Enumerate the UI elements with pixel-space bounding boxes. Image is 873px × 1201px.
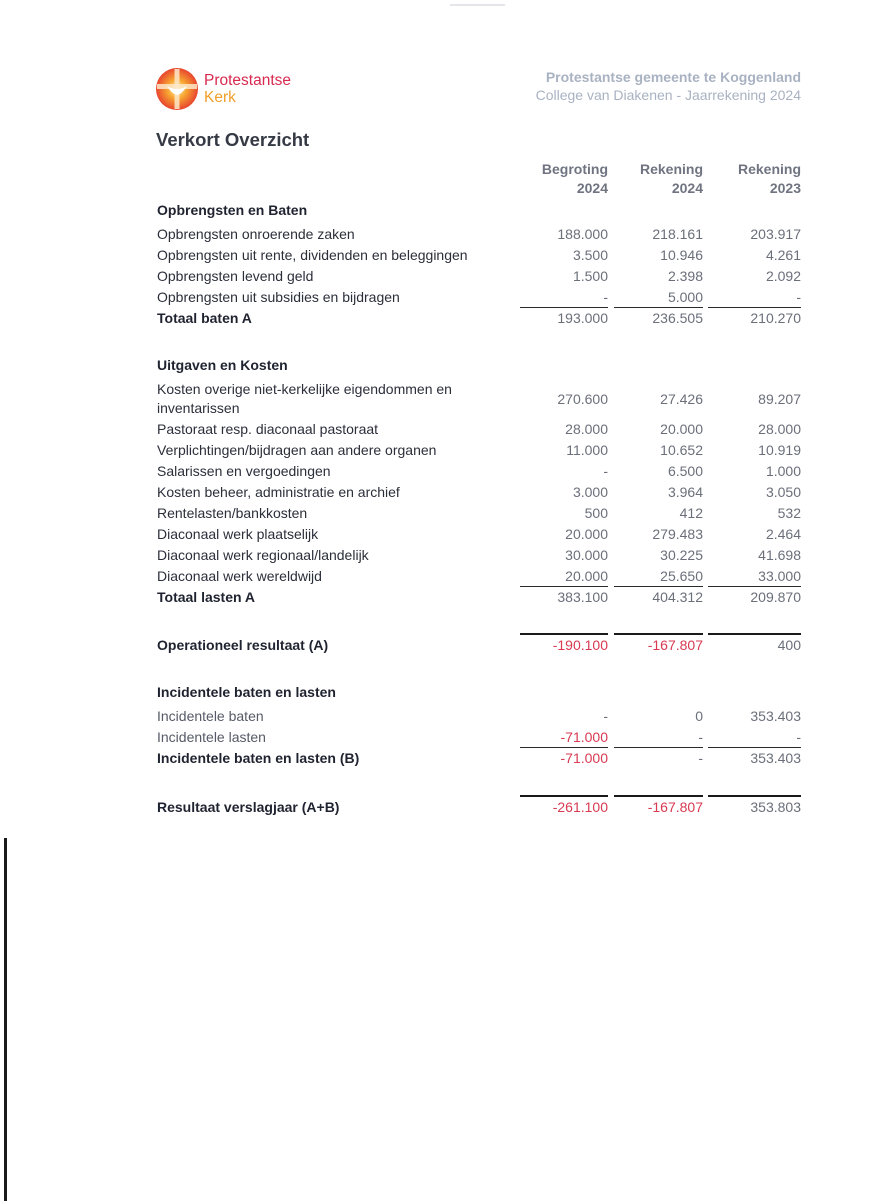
table-row: [157, 421, 807, 442]
value-rekening-2023: 28.000: [758, 421, 801, 437]
column-header-line2: 2024: [576, 180, 608, 196]
row-label: Opbrengsten levend geld: [157, 268, 314, 284]
value-begroting-2024: -: [603, 463, 608, 479]
row-label: Rentelasten/bankkosten: [157, 505, 308, 521]
year-result-row: [157, 799, 807, 820]
section-heading-baten: [157, 202, 807, 223]
subtotal-rule: [614, 586, 703, 587]
table-row: [157, 708, 807, 729]
table-row: [157, 247, 807, 268]
total-row-baten: [157, 310, 807, 331]
section-heading: Opbrengsten en Baten: [157, 202, 308, 218]
section-heading: Uitgaven en Kosten: [157, 357, 288, 373]
value-rekening-2023: 400: [777, 637, 801, 653]
row-label: Opbrengsten onroerende zaken: [157, 226, 355, 242]
table-row: [157, 526, 807, 547]
row-label: Resultaat verslagjaar (A+B): [157, 799, 340, 815]
value-rekening-2024: 3.964: [667, 484, 703, 500]
result-rule: [708, 633, 801, 635]
value-rekening-2024: -: [698, 729, 703, 745]
column-header-rekening-2024: [640, 160, 703, 198]
organization-subtitle: College van Diakenen - Jaarrekening 2024: [535, 87, 801, 103]
value-rekening-2023: 2.092: [765, 268, 801, 284]
value-rekening-2023: 4.261: [765, 247, 801, 263]
column-header-line1: Begroting: [541, 161, 608, 177]
logo-text-line1: Protestantse: [204, 72, 292, 89]
value-begroting-2024: 270.600: [557, 391, 608, 407]
section-heading: Incidentele baten en lasten: [157, 684, 336, 700]
column-header-rekening-2023: [738, 160, 801, 198]
value-rekening-2023: 10.919: [758, 442, 801, 458]
subtotal-rule: [708, 586, 801, 587]
subtotal-rule: [520, 586, 608, 587]
subtotal-rule: [708, 307, 801, 308]
value-rekening-2024: 2.398: [667, 268, 703, 284]
total-row-incidenteel: [157, 750, 807, 771]
value-rekening-2024: 20.000: [660, 421, 703, 437]
subtotal-rule: [520, 747, 608, 748]
value-rekening-2024: 0: [695, 708, 703, 724]
row-label: Salarissen en vergoedingen: [157, 463, 331, 479]
row-label: Opbrengsten uit subsidies en bijdragen: [157, 289, 400, 305]
value-rekening-2024: 27.426: [660, 391, 703, 407]
value-begroting-2024: -71.000: [560, 750, 608, 766]
value-begroting-2024: 193.000: [557, 310, 608, 326]
row-label: Kosten beheer, administratie en archief: [157, 484, 400, 500]
row-label: Opbrengsten uit rente, dividenden en beleggingen: [157, 247, 468, 263]
row-label: Verplichtingen/bijdragen aan andere organen: [157, 442, 437, 458]
table-row: [157, 505, 807, 526]
table-row: [157, 463, 807, 484]
table-row: [157, 268, 807, 289]
subtotal-rule: [614, 747, 703, 748]
section-heading-lasten: [157, 357, 807, 378]
value-begroting-2024: 383.100: [557, 589, 608, 605]
value-rekening-2023: 532: [777, 505, 801, 521]
value-begroting-2024: -: [603, 289, 608, 305]
subtotal-rule: [614, 307, 703, 308]
table-row: [157, 547, 807, 568]
organization-header: [536, 68, 801, 104]
column-header-begroting-2024: [542, 160, 608, 198]
row-label: Diaconaal werk wereldwijd: [157, 568, 322, 584]
value-rekening-2023: -: [796, 729, 801, 745]
value-rekening-2023: 203.917: [750, 226, 801, 242]
row-label-line2: inventarissen: [157, 400, 240, 416]
row-label: Incidentele baten: [157, 708, 264, 724]
value-rekening-2023: 3.050: [765, 484, 801, 500]
table-row: [157, 484, 807, 505]
value-rekening-2023: 353.803: [750, 799, 801, 815]
value-rekening-2024: 10.946: [660, 247, 703, 263]
subtotal-rule: [708, 747, 801, 748]
value-begroting-2024: 3.000: [572, 484, 608, 500]
table-row: [157, 226, 807, 247]
page-title: Verkort Overzicht: [156, 129, 310, 150]
row-label-line1: Kosten overige niet-kerkelijke eigendommen en: [157, 381, 452, 397]
value-rekening-2023: 2.464: [765, 526, 801, 542]
result-rule: [708, 795, 801, 797]
value-rekening-2024: 412: [679, 505, 703, 521]
value-rekening-2023: 210.270: [750, 310, 801, 326]
value-begroting-2024: 1.500: [572, 268, 608, 284]
value-rekening-2023: 353.403: [750, 708, 801, 724]
result-rule: [614, 633, 703, 635]
row-label: Pastoraat resp. diaconaal pastoraat: [157, 421, 379, 437]
value-begroting-2024: 30.000: [565, 547, 608, 563]
value-rekening-2024: -167.807: [647, 637, 703, 653]
column-header-line1: Rekening: [639, 161, 703, 177]
value-rekening-2024: 25.650: [660, 568, 703, 584]
row-label: Operationeel resultaat (A): [157, 637, 329, 653]
result-rule: [520, 795, 608, 797]
operational-result-row: [157, 637, 807, 658]
row-label: Totaal baten A: [157, 310, 252, 326]
value-rekening-2024: 404.312: [652, 589, 703, 605]
value-begroting-2024: 188.000: [557, 226, 608, 242]
value-begroting-2024: -: [603, 708, 608, 724]
value-begroting-2024: 500: [584, 505, 608, 521]
value-begroting-2024: 28.000: [565, 421, 608, 437]
value-rekening-2024: -: [698, 750, 703, 766]
value-begroting-2024: -71.000: [560, 729, 608, 745]
row-label: Diaconaal werk regionaal/landelijk: [157, 547, 369, 563]
value-rekening-2024: 218.161: [652, 226, 703, 242]
column-header-line2: 2024: [671, 180, 703, 196]
value-begroting-2024: -261.100: [552, 799, 608, 815]
organization-name: Protestantse gemeente te Koggenland: [545, 69, 801, 85]
column-header-line1: Rekening: [737, 161, 801, 177]
row-label: Incidentele baten en lasten (B): [157, 750, 360, 766]
value-rekening-2023: 353.403: [750, 750, 801, 766]
scan-artifact-top: [450, 4, 505, 6]
value-rekening-2023: 33.000: [758, 568, 801, 584]
value-rekening-2023: 209.870: [750, 589, 801, 605]
result-rule: [614, 795, 703, 797]
value-rekening-2024: 10.652: [660, 442, 703, 458]
value-rekening-2024: 279.483: [652, 526, 703, 542]
table-row: [157, 381, 807, 421]
column-header-line2: 2023: [769, 180, 801, 196]
subtotal-rule: [520, 307, 608, 308]
value-rekening-2023: 89.207: [758, 391, 801, 407]
value-begroting-2024: 3.500: [572, 247, 608, 263]
value-rekening-2023: -: [796, 289, 801, 305]
logo-text-line2: Kerk: [204, 89, 236, 106]
church-logo: [155, 67, 291, 111]
sunburst-dove-icon: [155, 67, 199, 111]
value-rekening-2024: 30.225: [660, 547, 703, 563]
value-rekening-2024: 5.000: [667, 289, 703, 305]
value-rekening-2024: 236.505: [652, 310, 703, 326]
row-label: Incidentele lasten: [157, 729, 266, 745]
result-rule: [520, 633, 608, 635]
row-label: Diaconaal werk plaatselijk: [157, 526, 319, 542]
value-begroting-2024: 20.000: [565, 526, 608, 542]
value-rekening-2024: -167.807: [647, 799, 703, 815]
value-rekening-2024: 6.500: [667, 463, 703, 479]
value-begroting-2024: 11.000: [566, 442, 608, 458]
value-begroting-2024: 20.000: [565, 568, 608, 584]
table-row: [157, 442, 807, 463]
value-rekening-2023: 41.698: [758, 547, 801, 563]
section-heading-incidenteel: [157, 684, 807, 705]
row-label: Totaal lasten A: [157, 589, 256, 605]
total-row-lasten: [157, 589, 807, 610]
scan-artifact-left-edge: [4, 838, 7, 1201]
value-begroting-2024: -190.100: [552, 637, 608, 653]
value-rekening-2023: 1.000: [765, 463, 801, 479]
